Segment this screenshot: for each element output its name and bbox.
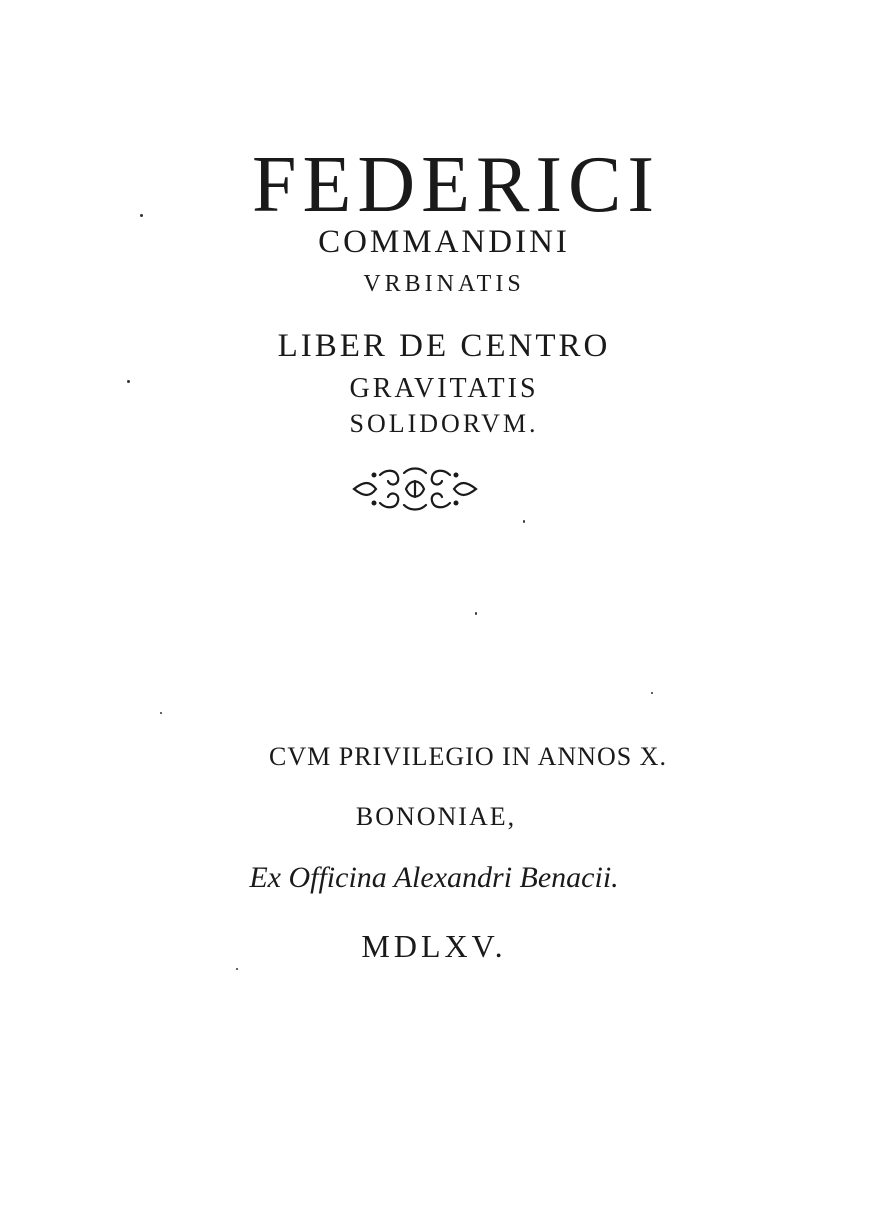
book-title-line-2: GRAVITATIS — [349, 373, 539, 404]
author-city: VRBINATIS — [363, 271, 525, 297]
printer-ornament-icon — [350, 465, 480, 513]
paper-speck — [127, 380, 130, 383]
privilege-line: CVM PRIVILEGIO IN ANNOS X. — [269, 742, 667, 771]
imprint-printer: Ex Officina Alexandri Benacii. — [249, 861, 619, 894]
paper-speck — [475, 612, 477, 615]
imprint-year: MDLXV. — [361, 928, 507, 964]
author-first-name: FEDERICI — [252, 141, 660, 229]
imprint-place: BONONIAE, — [355, 802, 517, 831]
paper-speck — [236, 968, 238, 970]
paper-speck — [140, 214, 143, 217]
paper-speck — [651, 692, 653, 694]
book-title-line-3: SOLIDORVM. — [349, 409, 539, 438]
paper-speck — [523, 520, 525, 523]
paper-speck — [160, 712, 162, 714]
author-surname: COMMANDINI — [318, 224, 570, 260]
book-title-line-1: LIBER DE CENTRO — [277, 328, 611, 364]
